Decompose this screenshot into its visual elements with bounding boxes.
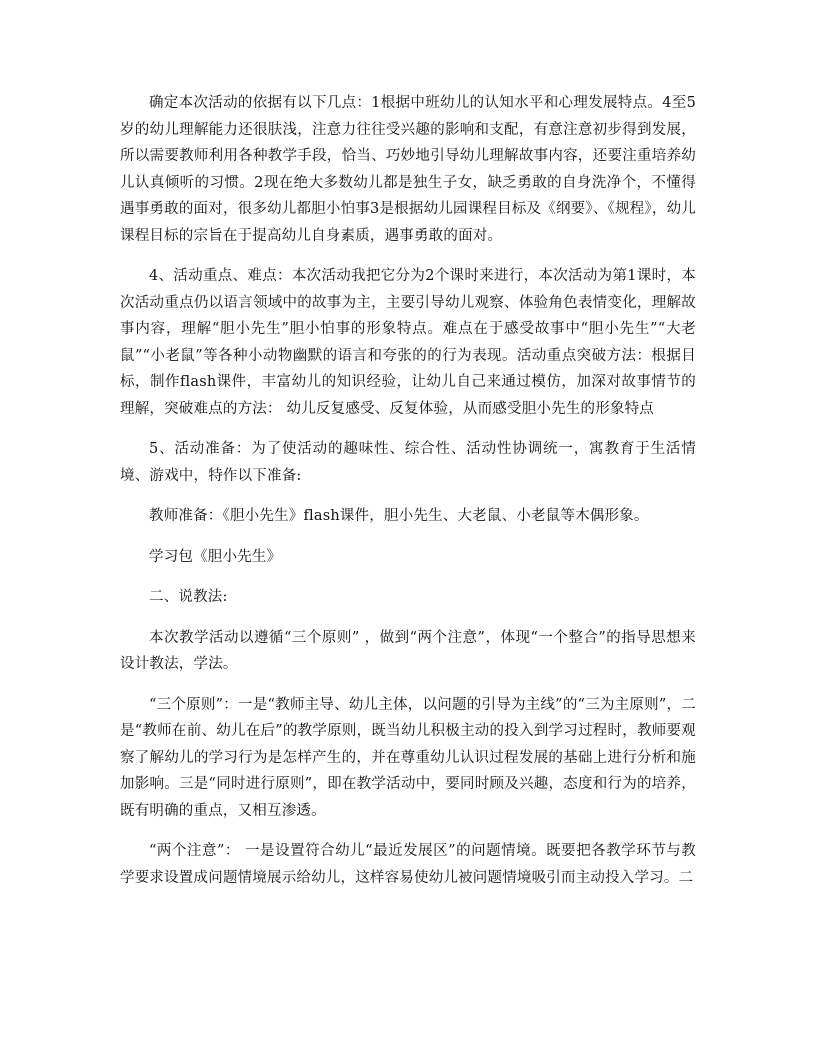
paragraph-two-notes: “两个注意”： 一是设置符合幼儿“最近发展区”的问题情境。既要把各教学环节与教学要求设置成问题情境展示给幼儿，这样容易使幼儿被问题情境吸引而主动投入学习。二 <box>120 843 696 886</box>
paragraph-learning-pack: 学习包《胆小先生》 <box>149 548 282 565</box>
paragraph-teaching-intro: 本次教学活动以遵循“三个原则” ，做到“两个注意”，体现“一个整合”的指导思想来设计教法，学法。 <box>120 629 696 672</box>
paragraph-teacher-prep: 教师准备：《胆小先生》flash课件，胆小先生、大老鼠、小老鼠等木偶形象。 <box>149 508 649 524</box>
paragraph-preparation: 5、活动准备：为了使活动的趣味性、综合性、活动性协调统一，寓教育于生活情境、游戏中，特作以下准备: <box>120 441 696 484</box>
section-heading-teaching-method: 二、说教法: <box>149 589 228 605</box>
paragraph-key-points: 4、活动重点、难点：本次活动我把它分为2个课时来进行，本次活动为第1课时，本次活动重点仍以语言领域中的故事为主，主要引导幼儿观察、体验角色表情变化，理解故事内容，理解“胆小先生”胆小怕事的形象特点。难点在于感受故事中“胆小先生”“大老鼠”“小老鼠”等各种小动物幽默的语言和夸张的的行为表现。活动重点突破方法：根据目标，制作flash课件，丰富幼儿的知识经验，让幼儿自己来通过模仿，加深对故事情节的理解，突破难点的方法： 幼儿反复感受、反复体验，从而感受胆小先生的形象特点 <box>120 268 696 417</box>
paragraph-three-principles: “三个原则”：一是“教师主导、幼儿主体，以问题的引导为主线”的“三为主原则”，二是“教师在前、幼儿在后”的教学原则，既当幼儿积极主动的投入到学习过程时，教师要观察了解幼儿的学习行为是怎样产生的，并在尊重幼儿认识过程发展的基础上进行分析和施加影响。三是“同时进行原则”，即在教学活动中，要同时顾及兴趣，态度和行为的培养，既有明确的重点，又相互渗透。 <box>120 696 696 819</box>
paragraph-basis: 确定本次活动的依据有以下几点：1根据中班幼儿的认知水平和心理发展特点。4至5岁的幼儿理解能力还很肤浅，注意力往往受兴趣的影响和支配，有意注意初步得到发展，所以需要教师利用各种教学手段，恰当、巧妙地引导幼儿理解故事内容，还要注重培养幼儿认真倾听的习惯。2现在绝大多数幼儿都是独生子女，缺乏勇敢的自身洗净个，不懂得遇事勇敢的面对，很多幼儿都胆小怕事3是根据幼儿园课程目标及《纲要》、《规程》，幼儿课程目标的宗旨在于提高幼儿自身素质，遇事勇敢的面对。 <box>120 95 696 244</box>
document-page <box>120 90 696 891</box>
